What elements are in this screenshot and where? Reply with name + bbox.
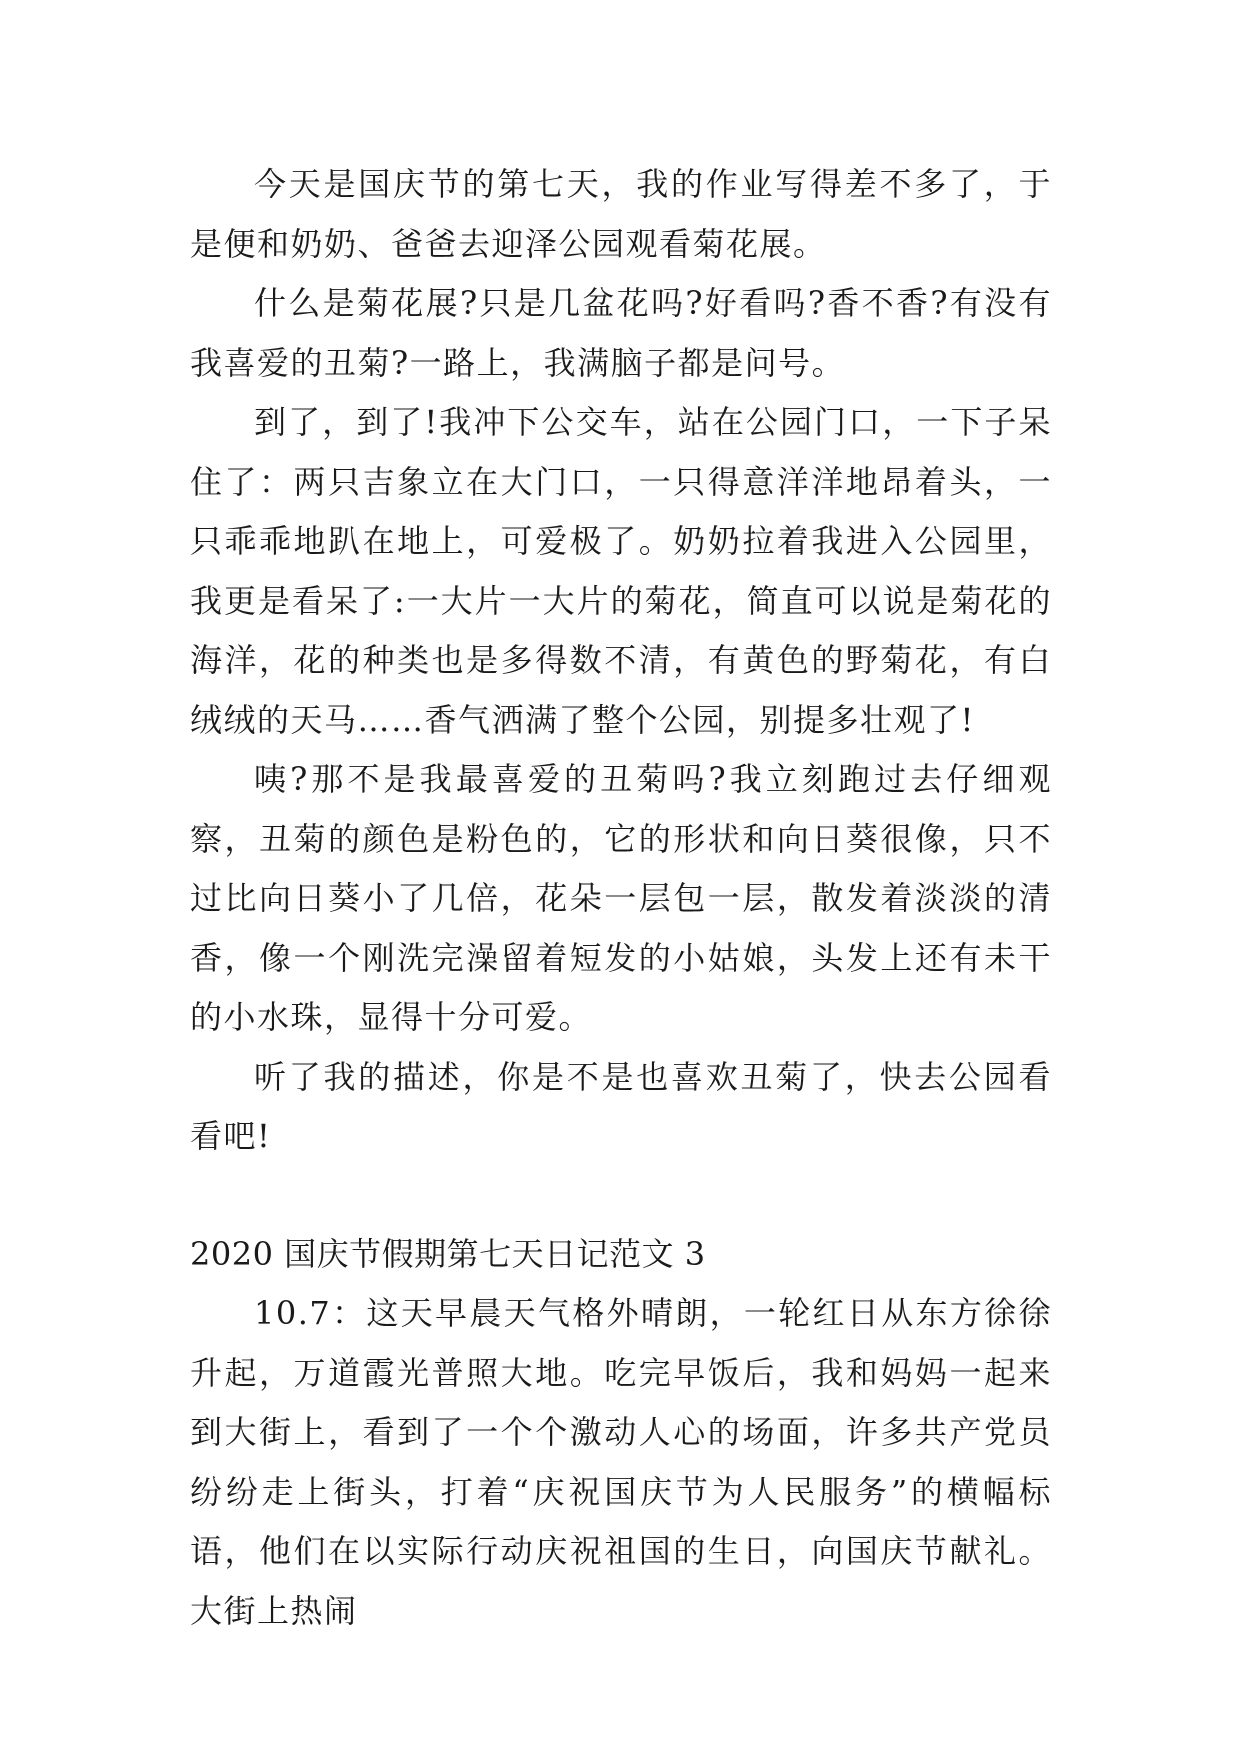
paragraph-5: 听了我的描述，你是不是也喜欢丑菊了，快去公园看看吧! [190,1057,1052,1155]
paragraph-4: 咦?那不是我最喜爱的丑菊吗?我立刻跑过去仔细观察，丑菊的颜色是粉色的，它的形状和向日葵很像，只不过比向日葵小了几倍，花朵一层包一层，散发着淡淡的清香，像一个刚洗完澡留着短发的小姑娘，头发上还有未干的小水珠，显得十分可爱。 [190,760,1052,1036]
paragraph-6: 10.7：这天早晨天气格外晴朗，一轮红日从东方徐徐升起，万道霞光普照大地。吃完早饭后，我和妈妈一起来到大街上，看到了一个个激动人心的场面，许多共产党员纷纷走上街头，打着“庆祝国庆节为人民服务”的横幅标语，他们在以实际行动庆祝祖国的生日，向国庆节献礼。大街上热闹 [190,1294,1052,1630]
paragraph-2: 什么是菊花展?只是几盆花吗?好看吗?香不香?有没有我喜爱的丑菊?一路上，我满脑子都是问号。 [190,284,1052,382]
paragraph-1: 今天是国庆节的第七天，我的作业写得差不多了，于是便和奶奶、爸爸去迎泽公园观看菊花展。 [190,165,1052,263]
document-body [190,155,1052,1641]
paragraph-3: 到了，到了!我冲下公交车，站在公园门口，一下子呆住了：两只吉象立在大门口，一只得意洋洋地昂着头，一只乖乖地趴在地上，可爱极了。奶奶拉着我进入公园里，我更是看呆了:一大片一大片的菊花，简直可以说是菊花的海洋，花的种类也是多得数不清，有黄色的野菊花，有白绒绒的天马……香气洒满了整个公园，别提多壮观了! [190,403,1052,739]
section-title: 2020 国庆节假期第七天日记范文 3 [190,1234,706,1273]
